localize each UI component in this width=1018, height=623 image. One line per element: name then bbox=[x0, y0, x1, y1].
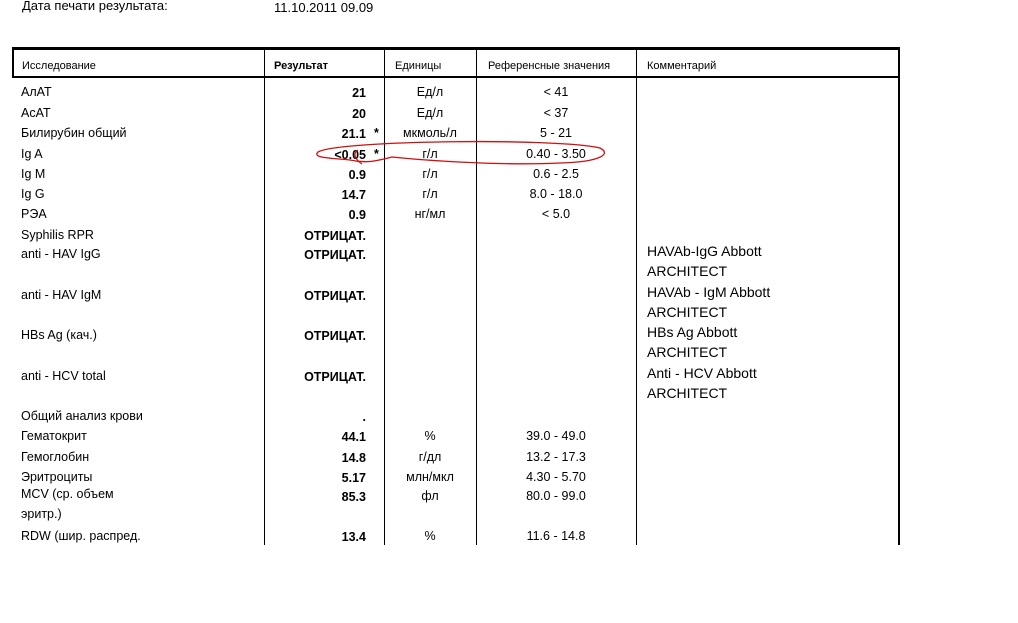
unit-value: нг/мл bbox=[414, 207, 446, 221]
result-value: 44.1 bbox=[341, 430, 366, 444]
test-name: anti - HAV IgG bbox=[21, 247, 101, 261]
test-name: Эритроциты bbox=[21, 470, 93, 484]
table-top-border bbox=[12, 47, 900, 50]
test-name: Билирубин общий bbox=[21, 126, 127, 140]
comment-text: HBs Ag Abbott bbox=[647, 324, 738, 340]
test-name: РЭА bbox=[21, 207, 47, 221]
reference-value: 0.6 - 2.5 bbox=[533, 167, 579, 181]
unit-value: г/л bbox=[422, 167, 438, 181]
test-name: АлАТ bbox=[21, 85, 52, 99]
result-value: 0.9 bbox=[348, 168, 366, 182]
test-name: HBs Ag (кач.) bbox=[21, 328, 97, 342]
reference-value: 11.6 - 14.8 bbox=[526, 529, 586, 543]
unit-value: % bbox=[424, 529, 436, 543]
test-name: anti - HAV IgM bbox=[21, 288, 102, 302]
result-value: . bbox=[362, 410, 366, 424]
unit-value: г/дл bbox=[418, 450, 442, 464]
reference-value: 4.30 - 5.70 bbox=[526, 470, 586, 484]
unit-value: % bbox=[424, 429, 436, 443]
result-value: ОТРИЦАТ. bbox=[304, 329, 366, 343]
table-right-border bbox=[898, 47, 900, 545]
print-date-value: 11.10.2011 09.09 bbox=[274, 0, 374, 15]
unit-value: млн/мкл bbox=[406, 470, 454, 484]
unit-value: г/л bbox=[422, 147, 438, 161]
col-divider-4 bbox=[636, 47, 637, 545]
comment-text: ARCHITECT bbox=[647, 304, 728, 320]
result-value: 21 bbox=[352, 86, 366, 100]
abnormal-flag: * bbox=[374, 126, 379, 140]
reference-value: < 37 bbox=[543, 106, 569, 120]
result-value: <0.05 bbox=[334, 148, 366, 162]
comment-text: ARCHITECT bbox=[647, 385, 728, 401]
reference-value: < 41 bbox=[543, 85, 569, 99]
test-name: anti - HCV total bbox=[21, 369, 106, 383]
unit-value: Ед/л bbox=[416, 85, 444, 99]
header-bottom-border bbox=[12, 76, 900, 78]
test-name: Гемоглобин bbox=[21, 450, 90, 464]
header-comment: Комментарий bbox=[647, 60, 717, 72]
test-name: Ig G bbox=[21, 187, 45, 201]
result-value: ОТРИЦАТ. bbox=[304, 248, 366, 262]
col-divider-1 bbox=[264, 47, 265, 545]
table-left-border bbox=[12, 47, 14, 78]
reference-value: 8.0 - 18.0 bbox=[529, 187, 583, 201]
header-reference: Референсные значения bbox=[488, 60, 611, 72]
comment-text: HAVAb-IgG Abbott bbox=[647, 243, 762, 259]
unit-value: мкмоль/л bbox=[403, 126, 457, 140]
unit-value: г/л bbox=[422, 187, 438, 201]
test-name: эритр.) bbox=[21, 507, 62, 521]
reference-value: 5 - 21 bbox=[540, 126, 572, 140]
result-value: 20 bbox=[352, 107, 366, 121]
unit-value: Ед/л bbox=[416, 106, 444, 120]
comment-text: HAVAb - IgM Abbott bbox=[647, 284, 771, 300]
reference-value: 13.2 - 17.3 bbox=[526, 450, 586, 464]
header-result: Результат bbox=[274, 60, 329, 72]
result-value: 14.8 bbox=[341, 451, 366, 465]
comment-text: Anti - HCV Abbott bbox=[647, 365, 757, 381]
result-value: ОТРИЦАТ. bbox=[304, 289, 366, 303]
test-name: Ig A bbox=[21, 147, 43, 161]
test-name: АсАТ bbox=[21, 106, 51, 120]
result-value: 85.3 bbox=[341, 490, 366, 504]
test-name: Гематокрит bbox=[21, 429, 87, 443]
reference-value: 80.0 - 99.0 bbox=[526, 489, 586, 503]
result-value: 13.4 bbox=[341, 530, 366, 544]
result-value: 14.7 bbox=[341, 188, 366, 202]
header-units: Единицы bbox=[395, 60, 442, 72]
comment-text: ARCHITECT bbox=[647, 344, 728, 360]
test-name: MCV (ср. объем bbox=[21, 487, 114, 501]
print-date-label: Дата печати результата: bbox=[22, 0, 168, 13]
reference-value: 39.0 - 49.0 bbox=[526, 429, 586, 443]
test-name: RDW (шир. распред. bbox=[21, 529, 141, 543]
abnormal-flag: * bbox=[374, 147, 379, 161]
result-value: ОТРИЦАТ. bbox=[304, 370, 366, 384]
unit-value: фл bbox=[421, 489, 439, 503]
reference-value: < 5.0 bbox=[541, 207, 571, 221]
result-value: 0.9 bbox=[348, 208, 366, 222]
test-name: Ig M bbox=[21, 167, 46, 181]
result-value: ОТРИЦАТ. bbox=[304, 229, 366, 243]
header-test: Исследование bbox=[22, 60, 96, 72]
test-name: Общий анализ крови bbox=[21, 409, 143, 423]
results-table bbox=[12, 47, 900, 545]
result-value: 5.17 bbox=[341, 471, 366, 485]
test-name: Syphilis RPR bbox=[21, 228, 94, 242]
comment-text: ARCHITECT bbox=[647, 263, 728, 279]
result-value: 21.1 bbox=[341, 127, 366, 141]
reference-value: 0.40 - 3.50 bbox=[526, 147, 586, 161]
